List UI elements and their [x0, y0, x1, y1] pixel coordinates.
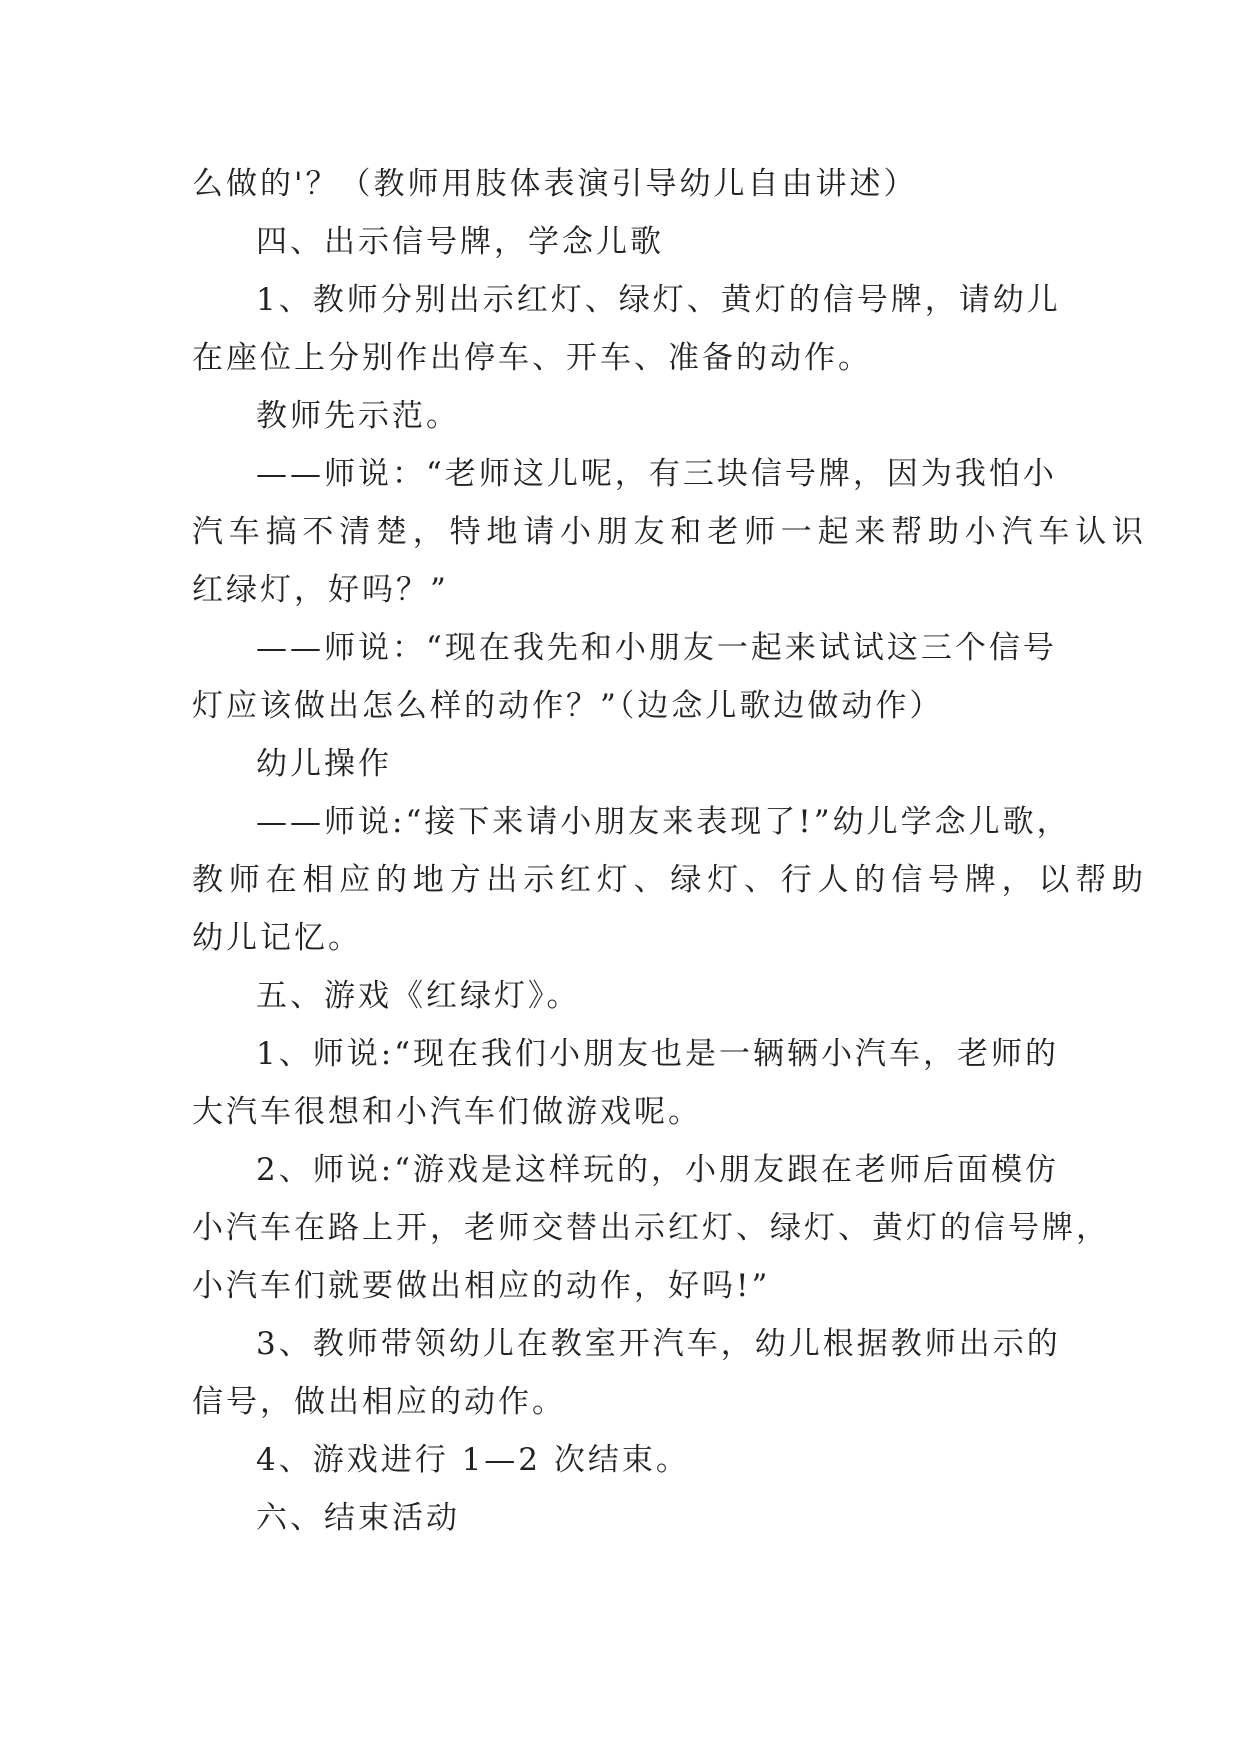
text-line-23: 4、游戏进行 1—2 次结束。	[256, 1442, 690, 1478]
text-line-10: 灯应该做出怎么样的动作？”（边念儿歌边做动作）	[192, 688, 944, 724]
text-line-22: 信号，做出相应的动作。	[192, 1384, 566, 1420]
text-line-20: 小汽车们就要做出相应的动作，好吗!”	[192, 1268, 771, 1304]
text-line-13: 教师在相应的地方出示红灯、绿灯、行人的信号牌，以帮助	[192, 862, 1149, 898]
text-line-21: 3、教师带领幼儿在教室开汽车，幼儿根据教师出示的	[256, 1326, 1061, 1362]
text-line-11: 幼儿操作	[256, 746, 392, 782]
text-line-19: 小汽车在路上开，老师交替出示红灯、绿灯、黄灯的信号牌，	[192, 1210, 1110, 1246]
text-line-3: 1、教师分别出示红灯、绿灯、黄灯的信号牌，请幼儿	[256, 282, 1061, 318]
section-heading-6: 六、结束活动	[256, 1500, 460, 1536]
text-line-16: 1、师说:“现在我们小朋友也是一辆辆小汽车，老师的	[256, 1036, 1060, 1072]
section-heading-5: 五、游戏《红绿灯》。	[256, 978, 581, 1014]
text-line-5: 教师先示范。	[256, 398, 460, 434]
section-heading-4: 四、出示信号牌，学念儿歌	[256, 224, 664, 260]
text-line-7: 汽车搞不清楚，特地请小朋友和老师一起来帮助小汽车认识	[192, 514, 1149, 550]
text-line-9: ——师说：“现在我先和小朋友一起来试试这三个信号	[256, 630, 1057, 666]
text-line-8: 红绿灯，好吗？”	[192, 572, 449, 608]
text-line-1: 么做的'？（教师用肢体表演引导幼儿自由讲述）	[192, 166, 918, 202]
text-line-18: 2、师说:“游戏是这样玩的，小朋友跟在老师后面模仿	[256, 1152, 1060, 1188]
text-line-6: ——师说：“老师这儿呢，有三块信号牌，因为我怕小	[256, 456, 1057, 492]
text-line-12: ——师说:“接下来请小朋友来表现了!”幼儿学念儿歌，	[256, 804, 1071, 840]
text-line-17: 大汽车很想和小汽车们做游戏呢。	[192, 1094, 702, 1130]
text-line-4: 在座位上分别作出停车、开车、准备的动作。	[192, 340, 872, 376]
text-line-14: 幼儿记忆。	[192, 920, 362, 956]
